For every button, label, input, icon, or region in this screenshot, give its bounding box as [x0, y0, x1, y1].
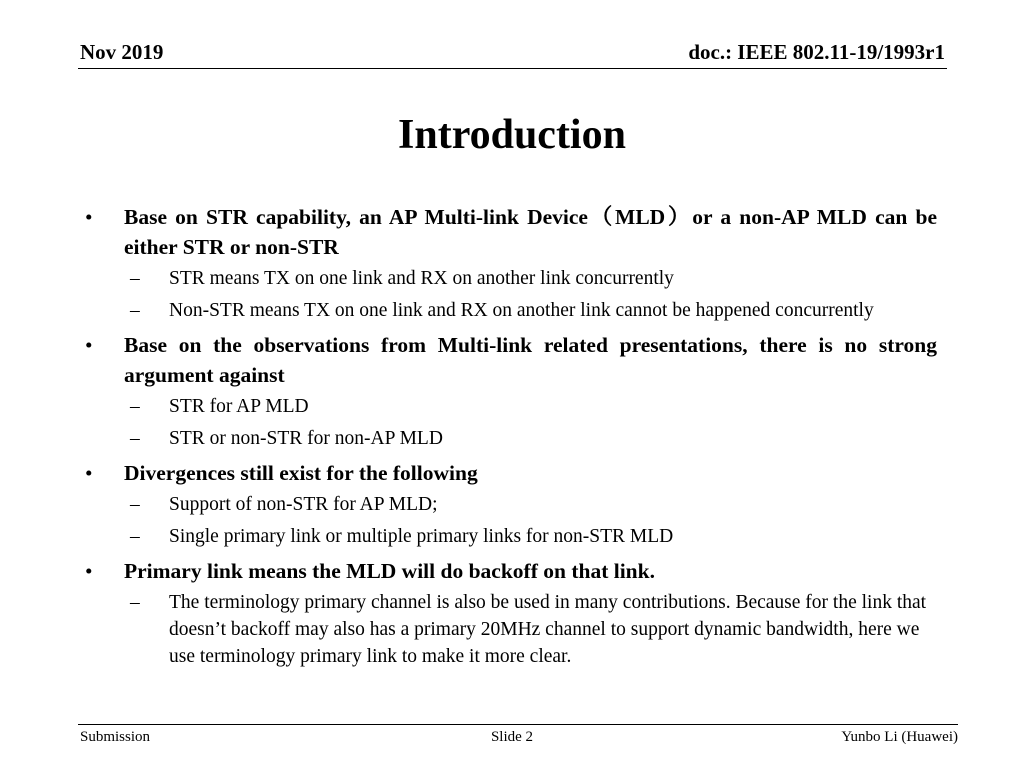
footer-slide-number: Slide 2	[490, 729, 534, 745]
dash-marker: –	[130, 592, 140, 613]
bullet-3-text: Divergences still exist for the following	[124, 461, 478, 485]
footer-divider	[78, 724, 958, 725]
dash-marker: –	[130, 268, 140, 289]
header-date: Nov 2019	[80, 40, 164, 64]
bullet-3	[85, 458, 937, 488]
bullet-marker: •	[85, 205, 93, 229]
bullet-marker: •	[85, 333, 93, 357]
bullet-2-text: Base on the observations from Multi-link related presentations, there is no strong argument against	[124, 333, 937, 387]
sub-bullet-1-2-text: Non-STR means TX on one link and RX on another link cannot be happened concurrently	[169, 300, 874, 321]
header-divider	[78, 68, 947, 69]
slide-body	[85, 202, 937, 675]
bullet-marker: •	[85, 559, 93, 583]
sub-bullet-1-1	[124, 265, 937, 292]
sub-bullet-2-2	[124, 425, 937, 452]
bullet-4-text: Primary link means the MLD will do backoff on that link.	[124, 559, 655, 583]
dash-marker: –	[130, 300, 140, 321]
dash-marker: –	[130, 428, 140, 449]
footer-submission: Submission	[80, 729, 151, 745]
slide-title: Introduction	[398, 112, 626, 158]
header-doc-id: doc.: IEEE 802.11-19/1993r1	[688, 40, 945, 64]
footer-author: Yunbo Li (Huawei)	[841, 729, 958, 745]
sub-bullet-3-1	[124, 491, 937, 518]
sub-bullet-1-1-text: STR means TX on one link and RX on another link concurrently	[169, 268, 674, 289]
bullet-1-text: Base on STR capability, an AP Multi-link Device（MLD）or a non-AP MLD can be either STR or non-STR	[124, 205, 937, 259]
bullet-1	[85, 202, 937, 262]
dash-marker: –	[130, 526, 140, 547]
bullet-marker: •	[85, 461, 93, 485]
sub-bullet-2-1	[124, 393, 937, 420]
bullet-2	[85, 330, 937, 390]
sub-bullet-2-1-text: STR for AP MLD	[169, 396, 309, 417]
dash-marker: –	[130, 396, 140, 417]
bullet-4	[85, 556, 937, 586]
sub-bullet-3-2-text: Single primary link or multiple primary links for non-STR MLD	[169, 526, 674, 547]
sub-bullet-3-1-text: Support of non-STR for AP MLD;	[169, 494, 438, 515]
sub-bullet-4-1	[124, 589, 937, 670]
sub-bullet-2-2-text: STR or non-STR for non-AP MLD	[169, 428, 443, 449]
dash-marker: –	[130, 494, 140, 515]
sub-bullet-3-2	[124, 523, 937, 550]
sub-bullet-1-2	[124, 297, 937, 324]
sub-bullet-4-1-text: The terminology primary channel is also be used in many contributions. Because for the link that doesn’t backoff may also has a primary 20MHz channel to support dynamic bandwidth, here we use terminology primary link to make it more clear.	[169, 592, 927, 667]
